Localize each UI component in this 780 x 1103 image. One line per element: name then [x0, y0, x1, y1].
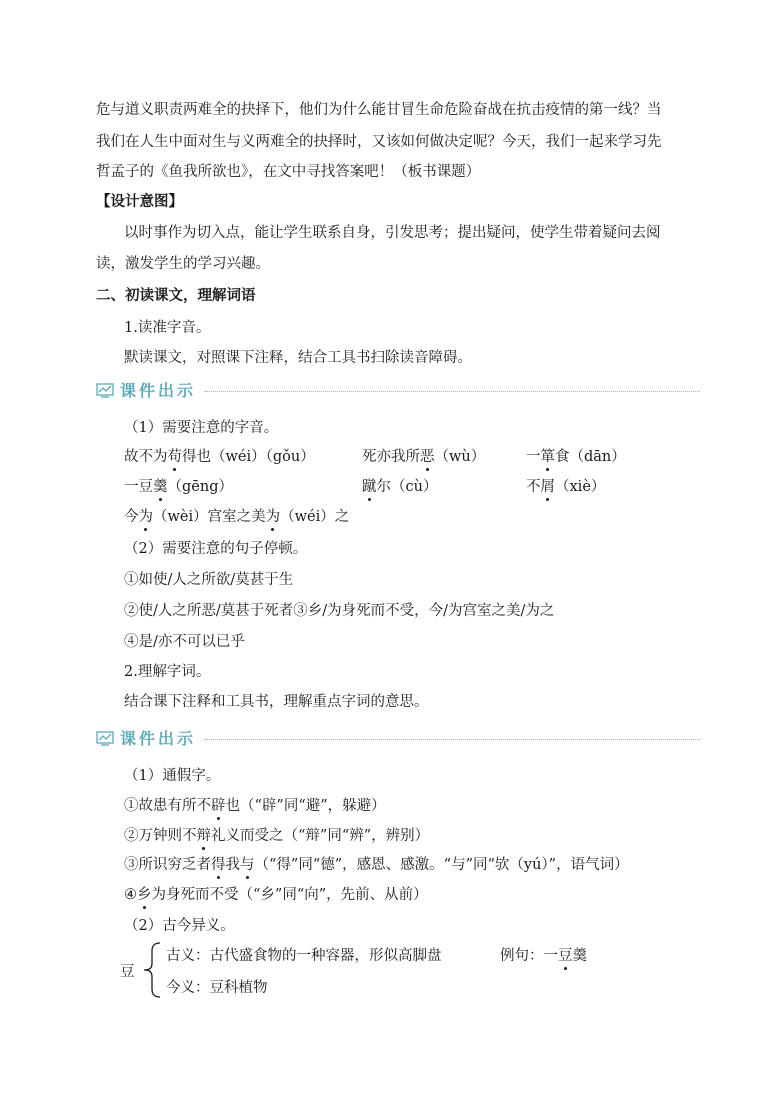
- dotted-char: 与: [240, 857, 255, 873]
- dotted-char: 乡: [137, 887, 152, 903]
- text: 故不为: [124, 449, 168, 465]
- pauses-title: （2）需要注意的句子停顿。: [124, 541, 308, 557]
- pronunciation-title: （1）需要注意的字音。: [124, 420, 279, 436]
- pronunciation-item: [362, 477, 437, 497]
- dotted-char: 为: [265, 509, 281, 525]
- dotted-char: 辟: [211, 798, 226, 814]
- text: ④: [124, 887, 137, 903]
- text: 死亦我所: [362, 449, 420, 465]
- intro-line-2: 我们在人生中面对生与义两难全的抉择时，又该如何做决定呢？今天，我们一起来学习先: [96, 134, 662, 150]
- banner-label: 课件出示: [120, 381, 197, 400]
- step-1-title: 1.读准字音。: [124, 320, 211, 336]
- dotted-char: 豆: [558, 948, 573, 964]
- text: （“得”同“德”，感恩、感激。“与”同“欤（yú）”，语气词）: [254, 857, 629, 873]
- modern-meaning: 今义：豆科植物: [166, 980, 268, 996]
- pronunciation-item: [124, 447, 315, 467]
- dotted-char: 为: [138, 509, 153, 525]
- text: 为身死而不受（“乡”同“向”，先前、从前）: [151, 887, 428, 903]
- dotted-char: 辩: [196, 828, 211, 844]
- dotted-char: 屑: [540, 479, 555, 495]
- step-2-title: 2.理解字词。: [124, 664, 211, 680]
- dotted-char: 恶: [420, 449, 435, 465]
- design-intent-line-2: 读，激发学生的学习兴趣。: [96, 256, 270, 272]
- text: 我: [225, 857, 240, 873]
- chart-icon: [96, 731, 114, 746]
- text: （xiè）: [555, 479, 606, 495]
- pause-line-2: ②使/人之所恶/莫甚于死者③乡/为身死而不受，今/为宫室之美/为之: [124, 603, 555, 619]
- pronunciation-item: [124, 477, 233, 497]
- text: 今: [124, 509, 139, 525]
- pronunciation-item: [526, 447, 626, 467]
- gujin-word: 豆: [120, 964, 135, 980]
- pause-line-1: ①如使/人之所欲/莫甚于生: [124, 572, 294, 588]
- text: ②万钟则不: [124, 828, 197, 844]
- text: 食（dān）: [555, 449, 626, 465]
- text: 羹: [572, 948, 587, 964]
- text: （wù）: [434, 449, 486, 465]
- chart-icon: [96, 383, 114, 398]
- text: 一豆: [124, 479, 153, 495]
- text: 尔（cù）: [376, 479, 438, 495]
- dotted-char: 箪: [540, 449, 555, 465]
- text: ①故患有所不: [124, 798, 211, 814]
- pronunciation-item: [362, 447, 485, 467]
- intro-line-3: 哲孟子的《鱼我所欲也》，在文中寻找答案吧！（板书课题）: [96, 164, 481, 180]
- tongjia-line-4: [124, 885, 428, 905]
- example-sentence: [500, 946, 587, 966]
- dotted-char: 苟: [167, 449, 182, 465]
- tongjia-title: （1）通假字。: [124, 768, 221, 784]
- text: 不: [526, 479, 541, 495]
- section-heading: 二、初读课文，理解词语: [96, 287, 256, 304]
- pause-line-3: ④是/亦不可以已乎: [124, 634, 245, 650]
- step-2-desc: 结合课下注释和工具书，理解重点字词的意思。: [124, 694, 429, 710]
- text: 得也（wéi）（gǒu）: [182, 449, 315, 465]
- left-brace-icon: [140, 941, 164, 999]
- banner-label: 课件出示: [120, 729, 197, 748]
- pronunciation-item: [124, 507, 349, 527]
- banner-divider: [204, 739, 700, 740]
- tongjia-line-3: [124, 855, 629, 875]
- text: 一: [526, 449, 541, 465]
- text: 也（“辟”同“避”，躲避）: [225, 798, 386, 814]
- text: ③所识穷乏者: [124, 857, 211, 873]
- pronunciation-item: [526, 477, 605, 497]
- text: 例句：一: [500, 948, 558, 964]
- courseware-banner: [96, 728, 700, 750]
- banner-divider: [204, 391, 700, 392]
- text: 礼义而受之（“辩”同“辨”，辨别）: [211, 828, 430, 844]
- tongjia-line-2: [124, 826, 429, 846]
- intro-line-1: 危与道义职责两难全的抉择下，他们为什么能甘冒生命危险奋战在抗击疫情的第一线？当: [96, 102, 662, 118]
- dotted-char: 得: [211, 857, 226, 873]
- dotted-char: 蹴: [362, 479, 377, 495]
- step-1-desc: 默读课文，对照课下注释，结合工具书扫除读音障碍。: [124, 350, 472, 366]
- courseware-banner: [96, 380, 700, 402]
- ancient-meaning: 古义：古代盛食物的一种容器，形似高脚盘: [166, 948, 442, 964]
- text: （wèi）宫室之美: [153, 509, 266, 525]
- design-intent-line-1: 以时事作为切入点，能让学生联系自身，引发思考；提出疑问，使学生带着疑问去阅: [124, 225, 661, 241]
- tongjia-line-1: [124, 796, 386, 816]
- dotted-char: 羹: [153, 479, 168, 495]
- gujin-title: （2）古今异义。: [124, 918, 235, 934]
- text: （gēng）: [167, 479, 233, 495]
- design-intent-heading: 【设计意图】: [96, 193, 183, 210]
- text: （wéi）之: [280, 509, 350, 525]
